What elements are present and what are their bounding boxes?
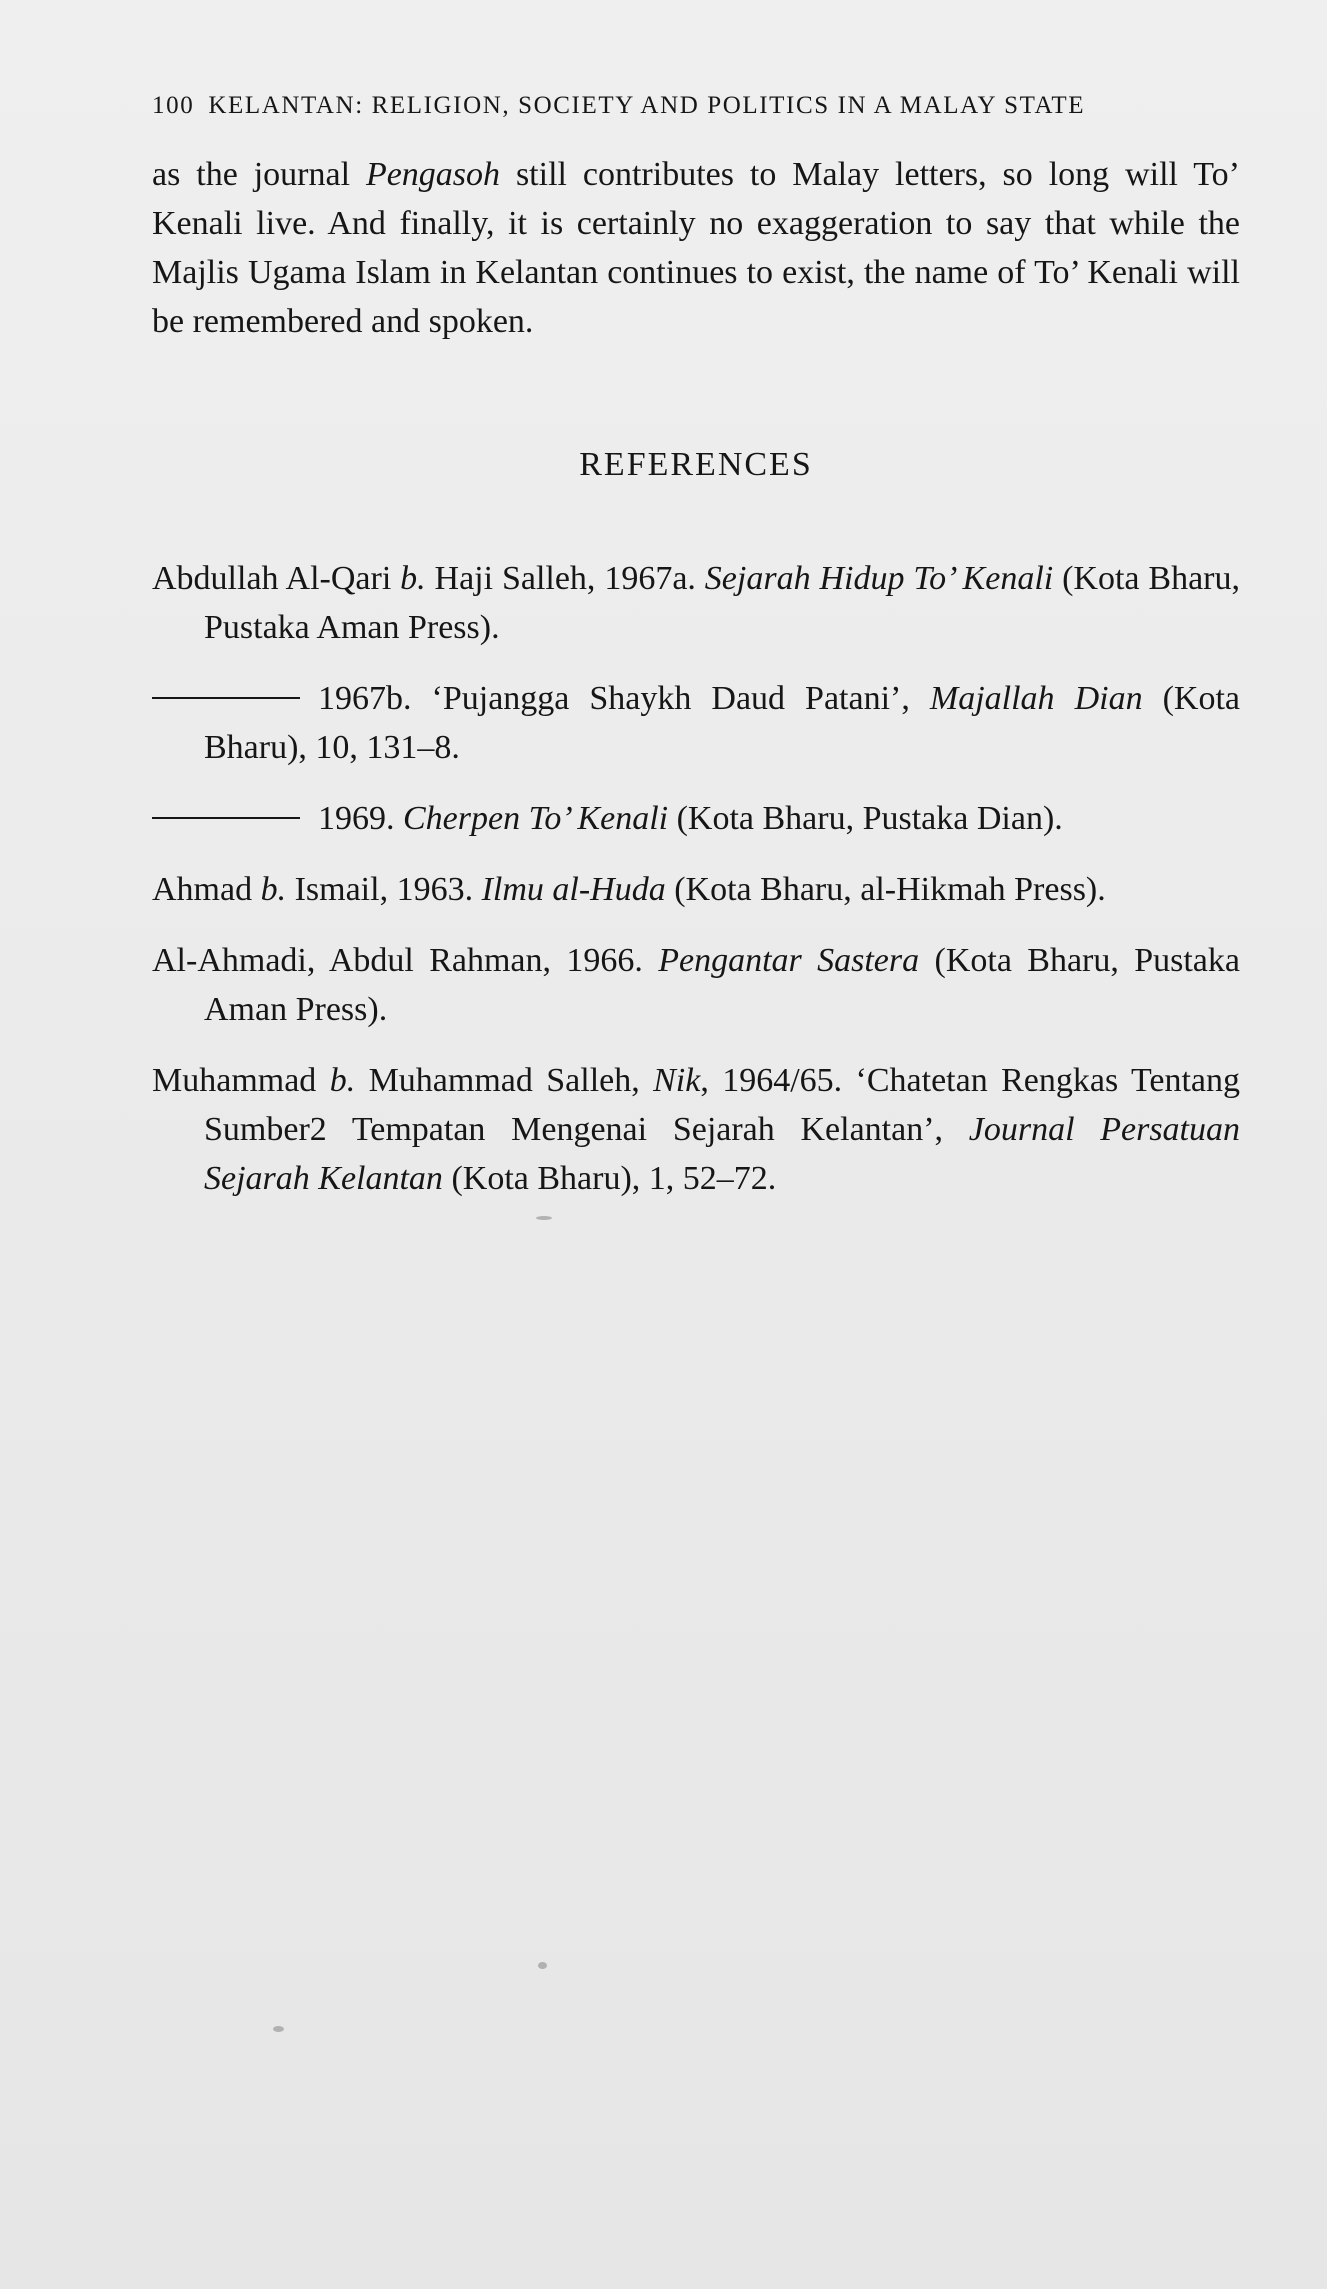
references-list (152, 554, 1240, 1225)
ditto-dash (152, 697, 300, 699)
running-head-title: KELANTAN: RELIGION, SOCIETY AND POLITICS IN A MALAY STATE (208, 92, 1086, 119)
reference-entry (152, 674, 1240, 772)
reference-entry (152, 936, 1240, 1034)
ref-work-title: Cherpen To’ Kenali (403, 800, 669, 837)
reference-entry (152, 1056, 1240, 1203)
ref-text: (Kota Bharu, Pustaka Aman Press). (204, 942, 1240, 1028)
body-text-run: as the journal (152, 156, 366, 193)
ref-work-title: Sejarah Hidup To’ Kenali (704, 560, 1054, 597)
ref-text: Muhammad Salleh, (355, 1062, 654, 1099)
ref-italic: b. (329, 1062, 356, 1099)
ref-text: , 1964/65. ‘Chatetan Rengkas Tentang Sumber2 Tempatan Mengenai Sejarah Kelantan’, (204, 1062, 1240, 1148)
reference-entry (152, 554, 1240, 652)
page-number: 100 (152, 92, 195, 119)
reference-entry (152, 865, 1240, 914)
ref-work-title: Pengantar Sastera (658, 942, 920, 979)
ref-text: 1967b. ‘Pujangga Shaykh Daud Patani’, (318, 680, 930, 717)
ref-work-title: Majallah Dian (929, 680, 1143, 717)
ditto-dash (152, 817, 300, 819)
ref-text: Muhammad (152, 1062, 330, 1099)
references-heading: REFERENCES (579, 446, 813, 483)
paper-speck (536, 1216, 552, 1220)
ref-text: Haji Salleh, 1967a. (425, 560, 705, 597)
ref-text: Abdullah Al-Qari (152, 560, 401, 597)
ref-italic: b. (400, 560, 426, 597)
body-text (152, 150, 1240, 346)
ref-text: (Kota Bharu, Pustaka Aman Press). (204, 560, 1240, 646)
ref-text: (Kota Bharu), 10, 131–8. (204, 680, 1241, 766)
paper-speck (273, 2026, 284, 2032)
reference-entry (152, 794, 1240, 843)
ref-text: Al-Ahmadi, Abdul Rahman, 1966. (152, 942, 659, 979)
ref-text: Ismail, 1963. (286, 871, 482, 908)
ref-work-title: Ilmu al-Huda (481, 871, 666, 908)
paper-speck (538, 1962, 547, 1969)
ref-text: Ahmad (152, 871, 261, 908)
ref-italic: b. (260, 871, 287, 908)
body-text-run: still contributes to Malay letters, so long will To’ Kenali live. And finally, it is certainly no exaggeration to say that while the Majlis Ugama Islam in Kelantan continues to exist, the name of To’ Kenali will be remembered and spoken. (152, 156, 1240, 340)
ref-italic: Nik (653, 1062, 701, 1099)
ref-text: (Kota Bharu, al-Hikmah Press). (665, 871, 1106, 908)
journal-title-pengasoh: Pengasoh (365, 156, 501, 193)
ref-text: (Kota Bharu, Pustaka Dian). (668, 800, 1063, 837)
ref-text: (Kota Bharu), 1, 52–72. (442, 1160, 777, 1197)
ref-text: 1969. (318, 800, 403, 837)
running-head (152, 92, 1232, 120)
ref-work-title: Journal Persatuan Sejarah Kelantan (204, 1111, 1241, 1197)
body-paragraph (152, 150, 1240, 346)
